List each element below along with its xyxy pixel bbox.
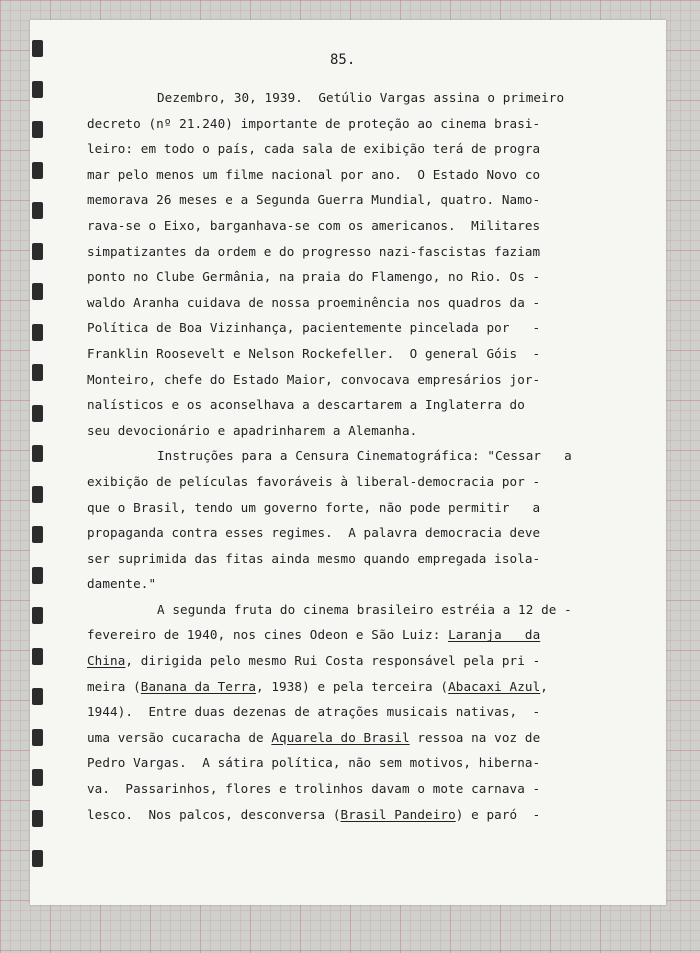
text-line	[87, 699, 587, 725]
text-segment: fevereiro de 1940, nos cines Odeon e São Luiz:	[87, 627, 449, 643]
text-segment: waldo Aranha cuidava de nossa proeminência nos quadros da -	[87, 294, 541, 310]
page-number: 85.	[330, 52, 356, 68]
binder-hole	[32, 202, 43, 219]
text-segment: , 1938) e pela terceira (	[256, 678, 449, 694]
text-segment: meira (	[87, 678, 141, 694]
binder-hole	[32, 81, 43, 98]
underlined-title: Banana da Terra	[140, 678, 257, 694]
underlined-title: Abacaxi Azul	[448, 678, 541, 694]
text-segment: ) e paró -	[455, 806, 541, 822]
binder-hole	[32, 445, 43, 462]
text-line	[87, 367, 587, 393]
text-segment: mar pelo menos um filme nacional por ano. O Estado Novo co	[87, 166, 541, 182]
text-line	[87, 392, 587, 418]
text-segment: que o Brasil, tendo um governo forte, não pode permitir a	[87, 499, 541, 515]
text-line	[87, 597, 587, 623]
binder-hole	[32, 688, 43, 705]
underlined-title: Brasil Pandeiro	[340, 806, 456, 822]
binder-hole	[32, 729, 43, 746]
text-segment: rava-se o Eixo, barganhava-se com os americanos. Militares	[87, 217, 541, 233]
binder-hole	[32, 121, 43, 138]
text-line	[87, 622, 587, 648]
text-line	[87, 495, 587, 521]
page-body-text	[87, 85, 587, 827]
text-segment: decreto (nº 21.240) importante de proteção ao cinema brasi-	[87, 115, 541, 131]
binder-hole	[32, 243, 43, 260]
underlined-title: China	[87, 653, 126, 669]
binder-hole	[32, 526, 43, 543]
binder-hole	[32, 405, 43, 422]
text-line	[87, 239, 587, 265]
text-segment: Política de Boa Vizinhança, pacientemente pincelada por -	[87, 320, 541, 336]
text-segment: 1944). Entre duas dezenas de atrações musicais nativas, -	[87, 704, 541, 720]
text-segment: va. Passarinhos, flores e trolinhos davam o mote carnava -	[87, 781, 541, 797]
text-segment: nalísticos e os aconselhava a descartarem a Inglaterra do	[87, 397, 525, 413]
text-segment: exibição de películas favoráveis à liberal-democracia por -	[87, 473, 541, 489]
text-segment: propaganda contra esses regimes. A palavra democracia deve	[87, 525, 541, 541]
text-segment: Monteiro, chefe do Estado Maior, convocava empresários jor-	[87, 371, 541, 387]
text-line	[87, 725, 587, 751]
text-segment: ressoa na voz de	[409, 729, 541, 745]
text-line	[87, 290, 587, 316]
text-line	[87, 315, 587, 341]
text-line	[87, 571, 587, 597]
text-line	[87, 187, 587, 213]
binder-hole	[32, 648, 43, 665]
underlined-title: Laranja da	[448, 627, 541, 643]
text-line	[87, 418, 587, 444]
text-line	[87, 674, 587, 700]
text-line	[87, 520, 587, 546]
text-line	[87, 750, 587, 776]
binder-hole	[32, 607, 43, 624]
text-segment: lesco. Nos palcos, desconversa (	[87, 806, 341, 822]
text-line	[87, 264, 587, 290]
text-segment: A segunda fruta do cinema brasileiro estréia a 12 de -	[157, 601, 572, 617]
binder-hole	[32, 162, 43, 179]
text-line	[87, 213, 587, 239]
text-line	[87, 443, 587, 469]
text-segment: ser suprimida das fitas ainda mesmo quando empregada isola-	[87, 550, 541, 566]
text-line	[87, 341, 587, 367]
text-line	[87, 111, 587, 137]
text-segment: memorava 26 meses e a Segunda Guerra Mundial, quatro. Namo-	[87, 192, 541, 208]
text-segment: damente."	[87, 576, 157, 592]
binder-hole	[32, 40, 43, 57]
text-segment: uma versão cucaracha de	[87, 729, 272, 745]
text-segment: ,	[540, 678, 548, 694]
text-line	[87, 162, 587, 188]
binder-hole	[32, 810, 43, 827]
binder-holes	[32, 40, 46, 880]
text-segment: ponto no Clube Germânia, na praia do Flamengo, no Rio. Os -	[87, 269, 541, 285]
binder-hole	[32, 283, 43, 300]
text-line	[87, 469, 587, 495]
text-segment: Dezembro, 30, 1939. Getúlio Vargas assina o primeiro	[157, 90, 565, 105]
binder-hole	[32, 850, 43, 867]
text-segment: leiro: em todo o país, cada sala de exibição terá de progra	[87, 141, 541, 157]
text-line	[87, 546, 587, 572]
binder-hole	[32, 567, 43, 584]
underlined-title: Aquarela do Brasil	[271, 729, 410, 745]
text-segment: Franklin Roosevelt e Nelson Rockefeller. O general Góis -	[87, 345, 541, 361]
text-segment: seu devocionário e apadrinharem a Alemanha.	[87, 422, 418, 438]
binder-hole	[32, 324, 43, 341]
binder-hole	[32, 769, 43, 786]
text-segment: Instruções para a Censura Cinematográfica: "Cessar a	[157, 448, 572, 464]
text-segment: , dirigida pelo mesmo Rui Costa responsável pela pri -	[125, 653, 541, 669]
binder-hole	[32, 486, 43, 503]
text-line	[87, 802, 587, 828]
binder-hole	[32, 364, 43, 381]
text-segment: simpatizantes da ordem e do progresso nazi-fascistas faziam	[87, 243, 541, 259]
text-line	[87, 776, 587, 802]
text-line	[87, 85, 587, 111]
text-line	[87, 136, 587, 162]
text-line	[87, 648, 587, 674]
text-segment: Pedro Vargas. A sátira política, não sem motivos, hiberna-	[87, 755, 541, 771]
